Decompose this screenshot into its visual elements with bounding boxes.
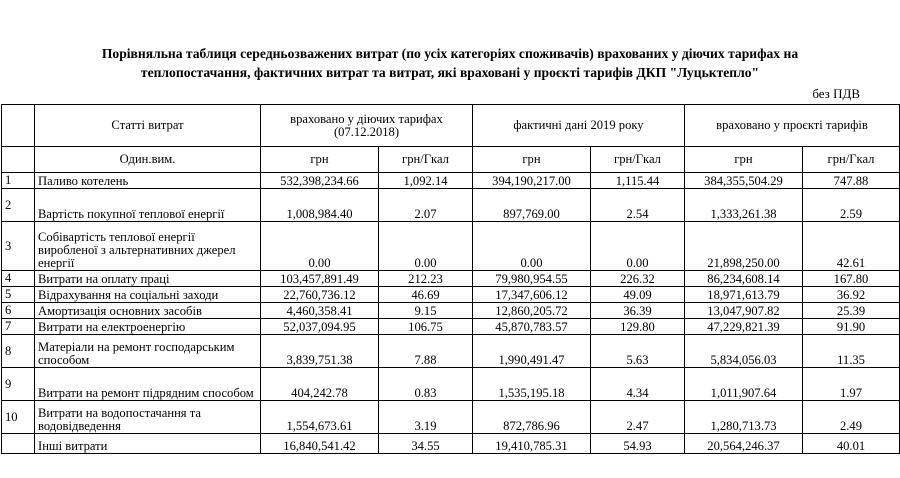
table-row xyxy=(2,271,900,287)
row-number: 4 xyxy=(2,271,35,287)
table-row xyxy=(2,434,900,454)
value-cell: 52,037,094.95 xyxy=(261,319,379,335)
value-cell: 91.90 xyxy=(803,319,900,335)
row-label: Інші витрати xyxy=(35,434,261,454)
row-label: Вартість покупної теплової енергії xyxy=(35,189,261,222)
row-number: 6 xyxy=(2,303,35,319)
header-project-tariffs: враховано у проєкті тарифів xyxy=(685,105,900,147)
row-number: 10 xyxy=(2,401,35,434)
table-row xyxy=(2,222,900,271)
row-label: Собівартість теплової енергії виробленої з альтернативних джерел енергії xyxy=(35,222,261,271)
value-cell: 394,190,217.00 xyxy=(473,173,591,189)
value-cell: 1,011,907.64 xyxy=(685,368,803,401)
vat-note: без ПДВ xyxy=(812,86,860,101)
unit-uah: грн xyxy=(473,147,591,173)
value-cell: 5.63 xyxy=(591,335,685,368)
units-label: Один.вим. xyxy=(35,147,261,173)
row-number: 9 xyxy=(2,368,35,401)
value-cell: 40.01 xyxy=(803,434,900,454)
value-cell: 872,786.96 xyxy=(473,401,591,434)
unit-uah-gcal: грн/Гкал xyxy=(803,147,900,173)
units-row xyxy=(2,147,900,173)
header-items: Статті витрат xyxy=(35,105,261,147)
header-index-cell xyxy=(2,105,35,147)
value-cell: 19,410,785.31 xyxy=(473,434,591,454)
value-cell: 1.97 xyxy=(803,368,900,401)
value-cell: 49.09 xyxy=(591,287,685,303)
value-cell: 86,234,608.14 xyxy=(685,271,803,287)
value-cell: 1,990,491.47 xyxy=(473,335,591,368)
value-cell: 1,535,195.18 xyxy=(473,368,591,401)
value-cell: 167.80 xyxy=(803,271,900,287)
row-label: Витрати на оплату праці xyxy=(35,271,261,287)
value-cell: 1,333,261.38 xyxy=(685,189,803,222)
value-cell: 9.15 xyxy=(379,303,473,319)
table-row xyxy=(2,287,900,303)
row-label: Витрати на електроенергію xyxy=(35,319,261,335)
value-cell: 3.19 xyxy=(379,401,473,434)
value-cell: 34.55 xyxy=(379,434,473,454)
page-title xyxy=(0,44,900,82)
row-number xyxy=(2,434,35,454)
value-cell: 532,398,234.66 xyxy=(261,173,379,189)
value-cell: 1,008,984.40 xyxy=(261,189,379,222)
value-cell: 17,347,606.12 xyxy=(473,287,591,303)
value-cell: 129.80 xyxy=(591,319,685,335)
title-line-1: Порівняльна таблиця середньозважених витрат (по усіх категоріях споживачів) врахованих у діючих тарифах на xyxy=(101,46,799,61)
header-actual-2019: фактичні дані 2019 року xyxy=(473,105,685,147)
table-row xyxy=(2,401,900,434)
value-cell: 0.00 xyxy=(261,222,379,271)
value-cell: 2.47 xyxy=(591,401,685,434)
header-current-tariffs: враховано у діючих тарифах (07.12.2018) xyxy=(261,105,473,147)
header-row xyxy=(2,105,900,147)
units-index-cell xyxy=(2,147,35,173)
value-cell: 21,898,250.00 xyxy=(685,222,803,271)
value-cell: 11.35 xyxy=(803,335,900,368)
value-cell: 3,839,751.38 xyxy=(261,335,379,368)
value-cell: 7.88 xyxy=(379,335,473,368)
value-cell: 0.83 xyxy=(379,368,473,401)
value-cell: 25.39 xyxy=(803,303,900,319)
value-cell: 36.39 xyxy=(591,303,685,319)
value-cell: 16,840,541.42 xyxy=(261,434,379,454)
value-cell: 4.34 xyxy=(591,368,685,401)
unit-uah: грн xyxy=(685,147,803,173)
cost-comparison-table xyxy=(1,104,900,454)
row-label: Амортизація основних засобів xyxy=(35,303,261,319)
unit-uah-gcal: грн/Гкал xyxy=(379,147,473,173)
value-cell: 54.93 xyxy=(591,434,685,454)
value-cell: 36.92 xyxy=(803,287,900,303)
value-cell: 5,834,056.03 xyxy=(685,335,803,368)
value-cell: 18,971,613.79 xyxy=(685,287,803,303)
value-cell: 1,280,713.73 xyxy=(685,401,803,434)
value-cell: 0.00 xyxy=(473,222,591,271)
unit-uah-gcal: грн/Гкал xyxy=(591,147,685,173)
value-cell: 13,047,907.82 xyxy=(685,303,803,319)
value-cell: 22,760,736.12 xyxy=(261,287,379,303)
title-line-2: теплопостачання, фактичних витрат та витрат, які враховані у проєкті тарифів ДКП "Луцьктепло" xyxy=(140,65,760,80)
value-cell: 46.69 xyxy=(379,287,473,303)
table-row xyxy=(2,189,900,222)
value-cell: 2.49 xyxy=(803,401,900,434)
table-row xyxy=(2,319,900,335)
value-cell: 1,554,673.61 xyxy=(261,401,379,434)
value-cell: 212.23 xyxy=(379,271,473,287)
value-cell: 79,980,954.55 xyxy=(473,271,591,287)
value-cell: 897,769.00 xyxy=(473,189,591,222)
row-number: 3 xyxy=(2,222,35,271)
value-cell: 103,457,891.49 xyxy=(261,271,379,287)
row-label: Відрахування на соціальні заходи xyxy=(35,287,261,303)
value-cell: 404,242.78 xyxy=(261,368,379,401)
row-label: Витрати на ремонт підрядним способом xyxy=(35,368,261,401)
value-cell: 42.61 xyxy=(803,222,900,271)
row-label: Паливо котелень xyxy=(35,173,261,189)
value-cell: 1,115.44 xyxy=(591,173,685,189)
value-cell: 45,870,783.57 xyxy=(473,319,591,335)
value-cell: 4,460,358.41 xyxy=(261,303,379,319)
value-cell: 106.75 xyxy=(379,319,473,335)
value-cell: 0.00 xyxy=(591,222,685,271)
row-label: Матеріали на ремонт господарським способом xyxy=(35,335,261,368)
row-label: Витрати на водопостачання та водовідведення xyxy=(35,401,261,434)
row-number: 2 xyxy=(2,189,35,222)
table-row xyxy=(2,335,900,368)
value-cell: 2.54 xyxy=(591,189,685,222)
value-cell: 2.07 xyxy=(379,189,473,222)
row-number: 7 xyxy=(2,319,35,335)
value-cell: 226.32 xyxy=(591,271,685,287)
table-row xyxy=(2,368,900,401)
table-row xyxy=(2,303,900,319)
row-number: 8 xyxy=(2,335,35,368)
row-number: 5 xyxy=(2,287,35,303)
unit-uah: грн xyxy=(261,147,379,173)
value-cell: 1,092.14 xyxy=(379,173,473,189)
value-cell: 2.59 xyxy=(803,189,900,222)
value-cell: 0.00 xyxy=(379,222,473,271)
row-number: 1 xyxy=(2,173,35,189)
value-cell: 747.88 xyxy=(803,173,900,189)
value-cell: 47,229,821.39 xyxy=(685,319,803,335)
value-cell: 20,564,246.37 xyxy=(685,434,803,454)
table-row xyxy=(2,173,900,189)
value-cell: 384,355,504.29 xyxy=(685,173,803,189)
value-cell: 12,860,205.72 xyxy=(473,303,591,319)
